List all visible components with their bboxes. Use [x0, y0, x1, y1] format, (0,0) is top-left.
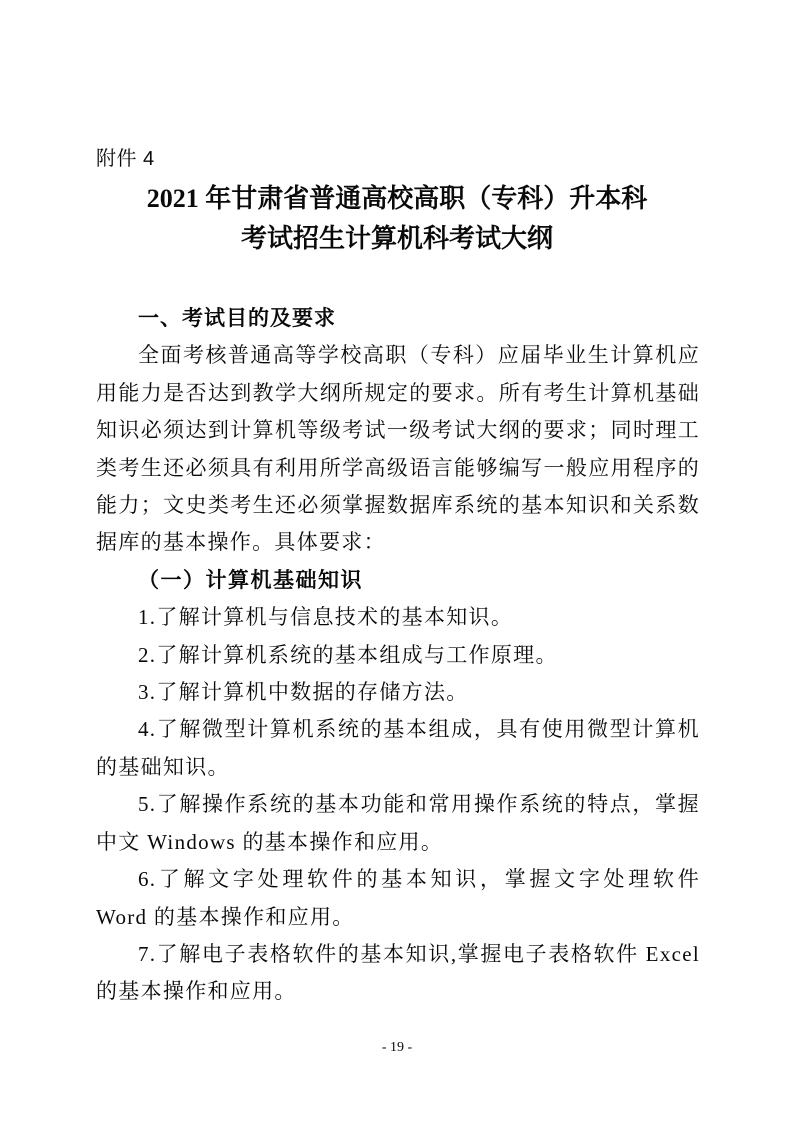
document-body — [96, 300, 700, 1011]
attachment-label: 附件 4 — [96, 148, 155, 170]
requirement-item-3: 3.了解计算机中数据的存储方法。 — [138, 680, 469, 705]
requirement-item-4: 4.了解微型计算机系统的基本组成，具有使用微型计算机的基础知识。 — [96, 717, 700, 779]
section-intro-paragraph: 全面考核普通高等学校高职（专科）应届毕业生计算机应用能力是否达到教学大纲所规定的要求。所有考生计算机基础知识必须达到计算机等级考试一级考试大纲的要求；同时理工类考生还必须具有利用所学高级语言能够编写一般应用程序的能力；文史类考生还必须掌握数据库系统的基本知识和关系数据库的基本操作。具体要求： — [96, 343, 700, 555]
document-title — [0, 179, 794, 259]
subsection-heading-computer-basics: （一）计算机基础知识 — [138, 567, 363, 592]
section-heading-exam-purpose: 一、考试目的及要求 — [138, 307, 336, 330]
requirement-item-5: 5.了解操作系统的基本功能和常用操作系统的特点，掌握中文 Windows 的基本操作和应用。 — [96, 792, 700, 854]
page-number: - 19 - — [381, 1040, 413, 1055]
document-title-line-2: 考试招生计算机科考试大纲 — [240, 224, 553, 253]
requirement-item-7: 7.了解电子表格软件的基本知识,掌握电子表格软件 Excel 的基本操作和应用。 — [96, 941, 700, 1004]
requirement-item-2: 2.了解计算机系统的基本组成与工作原理。 — [138, 642, 558, 667]
requirement-item-1: 1.了解计算机与信息技术的基本知识。 — [138, 605, 514, 630]
document-title-line-1: 2021 年甘肃省普通高校高职（专科）升本科 — [146, 184, 648, 213]
requirement-item-6: 6.了解文字处理软件的基本知识，掌握文字处理软件 Word 的基本操作和应用。 — [96, 867, 700, 929]
